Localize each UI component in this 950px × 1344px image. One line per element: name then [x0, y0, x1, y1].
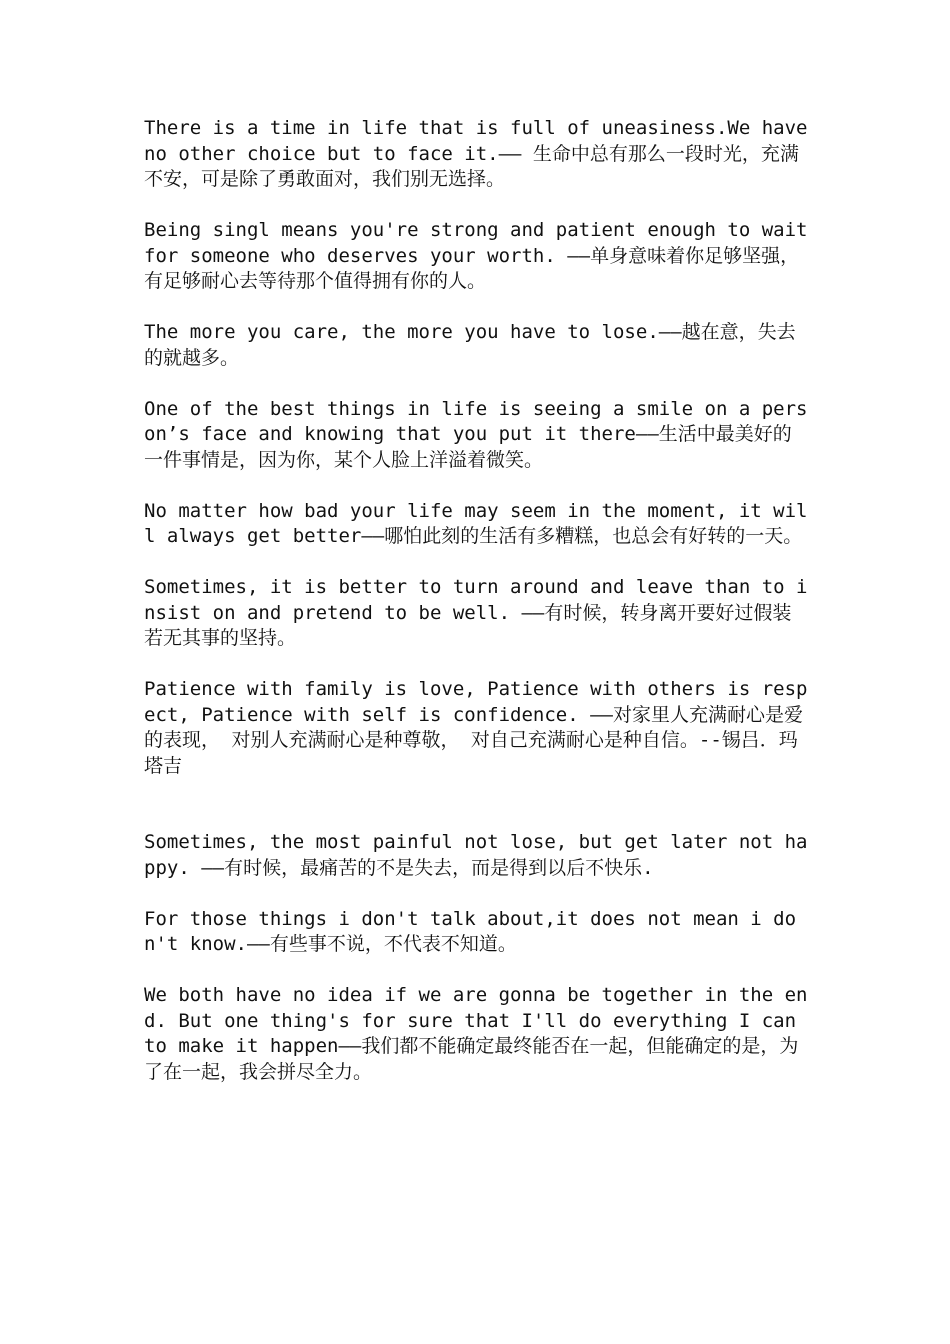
quote-paragraph: Patience with family is love, Patience with others is respect, Patience with self is confidence. ——对家里人充满耐心是爱的表现， 对别人充满耐心是种尊敬， 对自己充满耐心是种自信。--锡吕．玛塔吉 — [144, 678, 808, 777]
document-body — [144, 116, 819, 1111]
quote-paragraph: There is a time in life that is full of uneasiness.We have no other choice but to face it.—— 生命中总有那么一段时光，充满不安，可是除了勇敢面对，我们别无选择。 — [144, 117, 819, 190]
quote-paragraph: Sometimes, the most painful not lose, but get later not happy. ——有时候，最痛苦的不是失去，而是得到以后不快乐. — [144, 831, 808, 879]
quote-paragraph: The more you care, the more you have to lose.——越在意，失去的就越多。 — [144, 321, 796, 369]
quote-paragraph: No matter how bad your life may seem in the moment, it will always get better——哪怕此刻的生活有多糟糕，也总会有好转的一天。 — [144, 499, 808, 547]
quote-paragraph: For those things i don't talk about,it does not mean i don't know.——有些事不说，不代表不知道。 — [144, 907, 797, 955]
quote-paragraph: We both have no idea if we are gonna be together in the end. But one thing's for sure that I'll do everything I can to make it happen——我们都不能确定最终能否在一起，但能确定的是，为了在一起，我会拼尽全力。 — [144, 984, 808, 1083]
quote-paragraph: One of the best things in life is seeing a smile on a person’s face and knowing that you put it there——生活中最美好的一件事情是，因为你，某个人脸上洋溢着微笑。 — [144, 397, 808, 471]
quote-paragraph: Being singl means you're strong and patient enough to wait for someone who deserves your worth. ——单身意味着你足够坚强，有足够耐心去等待那个值得拥有你的人。 — [144, 219, 819, 292]
quote-paragraph: Sometimes, it is better to turn around and leave than to insist on and pretend to be well. ——有时候，转身离开要好过假装若无其事的坚持。 — [144, 576, 808, 649]
